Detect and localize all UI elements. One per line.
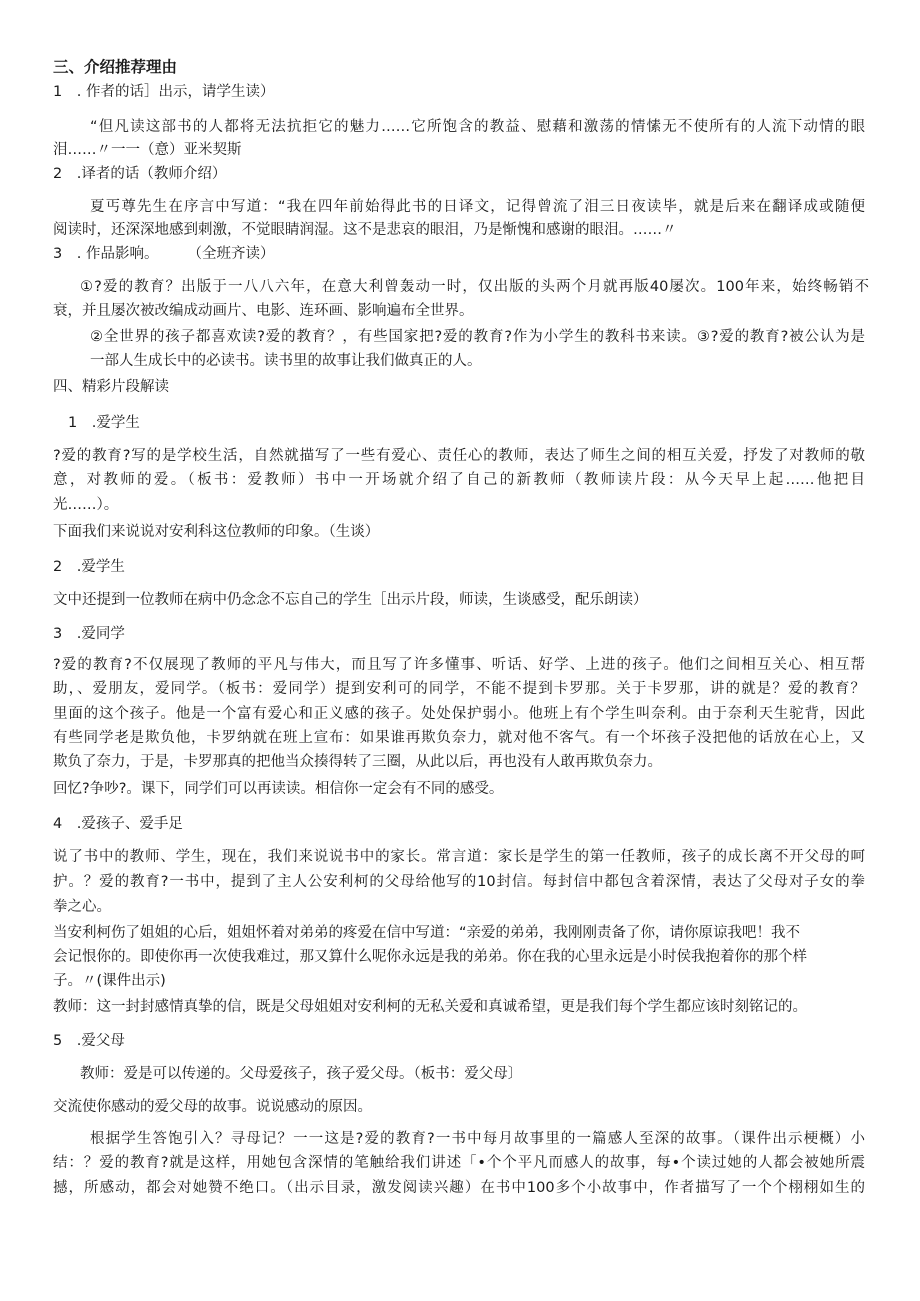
paragraph: 说了书中的教师、学生，现在，我们来说说书中的家长。常言道：家长是学生的第一任教师，孩子的成长离不开父母的呵 <box>53 849 865 865</box>
section-heading: 三、介绍推荐理由 <box>53 58 178 76</box>
list-item: 4 .爱孩子、爱手足 <box>53 816 183 832</box>
list-item: 1 .爱学生 <box>68 415 140 431</box>
paragraph: 下面我们来说说对安利科这位教师的印象。（生谈） <box>53 524 380 540</box>
paragraph: ②全世界的孩子都喜欢读?爱的教育？，有些国家把?爱的教育?作为小学生的教科书来读。③?爱的教育?被公认为是 <box>90 329 865 345</box>
paragraph: 当安利柯伤了姐姐的心后，姐姐怀着对弟弟的疼爱在信中写道：“亲爱的弟弟，我刚刚责备了你，请你原谅我吧！我不 <box>53 925 801 941</box>
paragraph: 根据学生答饱引入？寻母记？一一这是?爱的教育?一书中每月故事里的一篇感人至深的故事。（课件出示梗概）小 <box>90 1131 865 1147</box>
paragraph: 交流使你感动的爱父母的故事。说说感动的原因。 <box>53 1099 372 1115</box>
list-item: 2 .译者的话（教师介绍） <box>53 166 227 182</box>
paragraph: ?爱的教育?不仅展现了教师的平凡与伟大，而且写了许多懂事、听话、好学、上进的孩子。他们之间相互关心、相互帮 <box>53 657 865 673</box>
paragraph: 结：？爱的教育?就是这样，用她包含深情的笔触给我们讲述「•个个平凡而感人的故事，每•个读过她的人都会被她所震 <box>53 1155 865 1171</box>
list-item: 2 .爱学生 <box>53 559 125 575</box>
section-heading: 四、精彩片段解读 <box>53 379 169 395</box>
paragraph: 一部人生成长中的必读书。读书里的故事让我们做真正的人。 <box>90 353 482 369</box>
paragraph: 助，、爱朋友，爱同学。（板书：爱同学）提到安利可的同学，不能不提到卡罗那。关于卡罗那，讲的就是？爱的教育？ <box>53 681 865 697</box>
paragraph: 文中还提到一位教师在病中仍念念不忘自己的学生［出示片段，师读，生谈感受，配乐朗读） <box>53 592 648 608</box>
list-item: 5 .爱父母 <box>53 1033 125 1049</box>
list-item: 1 . 作者的话］出示，请学生读） <box>53 84 275 100</box>
paragraph: 护。？爱的教育?一书中，提到了主人公安利柯的父母给他写的10封信。每封信中都包含着深情，表达了父母对子女的拳 <box>53 874 865 890</box>
paragraph: 里面的这个孩子。他是一个富有爱心和正义感的孩子。处处保护弱小。他班上有个学生叫奈利。由于奈利天生驼背，因此 <box>53 706 865 722</box>
list-item: 3 .爱同学 <box>53 626 125 642</box>
paragraph: ?爱的教育?写的是学校生活，自然就描写了一些有爱心、责任心的教师，表达了师生之间的相互关爱，抒发了对教师的敬 <box>53 448 865 464</box>
list-item: 3 . 作品影响。 （全班齐读） <box>53 246 275 262</box>
paragraph: 光……）。 <box>53 497 119 513</box>
paragraph: ①?爱的教育？出版于一八八六年，在意大利曾轰动一时，仅出版的头两个月就再版40屡次。100年来，始终畅销不 <box>80 279 869 295</box>
paragraph: 衰，并且屡次被改编成动画片、电影、连环画、影响遍布全世界。 <box>53 303 474 319</box>
paragraph: 夏丐尊先生在序言中写道：“我在四年前始得此书的日译文，记得曾流了泪三日夜读毕，就是后来在翻译成或随便 <box>90 199 865 215</box>
paragraph: 阅读时，还深深地感到刺激，不觉眼睛润湿。这不是悲哀的眼泪，乃是惭愧和感谢的眼泪。……〃 <box>53 222 677 238</box>
paragraph: 意，对教师的爱。（板书：爱教师）书中一开场就介绍了自己的新教师（教师读片段：从今天早上起……他把目 <box>53 472 865 488</box>
paragraph: 教师：这一封封感情真挚的信，既是父母姐姐对安利柯的无私关爱和真诚希望，更是我们每个学生都应该时刻铭记的。 <box>53 999 807 1015</box>
paragraph: 撼，所感动，都会对她赞不绝口。（出示目录，激发阅读兴趣）在书中100多个小故事中，作者描写了一个个栩栩如生的 <box>53 1180 865 1196</box>
paragraph: 会记恨你的。即使你再一次使我难过，那又算什么呢你永远是我的弟弟。你在我的心里永远是小时侯我抱着你的那个样 <box>53 949 807 965</box>
paragraph: “但凡读这部书的人都将无法抗拒它的魅力……它所饱含的教益、慰藉和激荡的情愫无不使所有的人流下动情的眼 <box>90 119 865 135</box>
paragraph: 拳之心。 <box>53 899 111 915</box>
paragraph: 教师：爱是可以传递的。父母爱孩子，孩子爱父母。（板书：爱父母〕 <box>80 1066 523 1082</box>
paragraph: 回忆?争吵?。课下，同学们可以再读读。相信你一定会有不同的感受。 <box>53 781 504 797</box>
paragraph: 有些同学老是欺负他，卡罗纳就在班上宣布：如果谁再欺负奈力，就对他不客气。有一个坏孩子没把他的话放在心上，又 <box>53 730 865 746</box>
paragraph: 泪……〃一一（意）亚米契斯 <box>53 142 242 158</box>
paragraph: 子。〃(课件出示) <box>53 973 166 989</box>
paragraph: 欺负了奈力，于是，卡罗那真的把他当众揍得转了三圈，从此以后，再也没有人敢再欺负奈力。 <box>53 754 662 770</box>
